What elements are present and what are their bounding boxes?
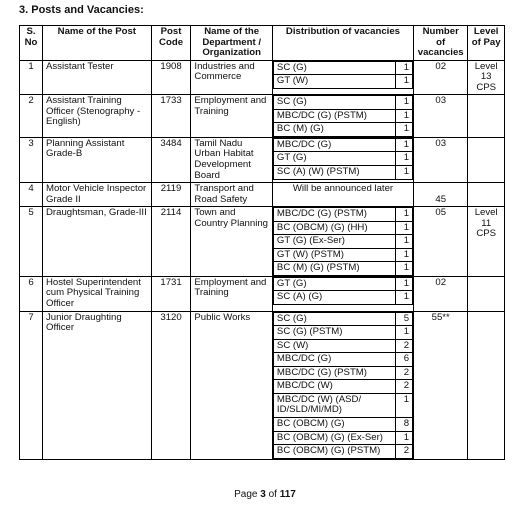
distribution-count: 1 (396, 248, 413, 262)
distribution-count: 1 (396, 262, 413, 276)
distribution-category: BC (M) (G) (273, 123, 395, 137)
distribution-item (273, 152, 412, 166)
distribution-category: SC (A) (W) (PSTM) (273, 166, 395, 180)
distribution-count: 1 (396, 208, 413, 222)
distribution-list (273, 277, 413, 305)
announcement-note: Will be announced later (292, 183, 394, 195)
table-row (20, 311, 505, 459)
distribution-item (273, 366, 412, 380)
distribution-category: GT (G) (Ex-Ser) (273, 235, 395, 249)
footer-total-pages: 117 (279, 489, 296, 500)
cell-post-code: 1733 (151, 95, 191, 138)
distribution-category: MBC/DC (W) (ASD/ ID/SLD/MI/MD) (273, 393, 395, 417)
table-header-row (20, 26, 505, 61)
cell-number-of-vacancies: 02 (414, 276, 468, 311)
cell-sno: 7 (20, 311, 43, 459)
cell-level-of-pay (468, 137, 505, 182)
cell-post-name: Draughtsman, Grade-III (42, 207, 151, 277)
distribution-item (273, 75, 412, 89)
distribution-item (273, 221, 412, 235)
distribution-item (273, 123, 412, 137)
cell-distribution (272, 183, 413, 207)
distribution-item (273, 96, 412, 110)
distribution-item (273, 291, 412, 305)
distribution-category: SC (W) (273, 339, 395, 353)
cell-level-of-pay (468, 95, 505, 138)
cell-post-code: 2114 (151, 207, 191, 277)
distribution-count: 2 (396, 380, 413, 394)
table-row (20, 276, 505, 311)
header-post: Name of the Post (42, 26, 151, 61)
cell-sno: 4 (20, 183, 43, 207)
distribution-count: 1 (396, 109, 413, 123)
distribution-item (273, 339, 412, 353)
distribution-category: GT (W) (273, 75, 395, 89)
distribution-item (273, 138, 412, 152)
distribution-item (273, 235, 412, 249)
distribution-category: MBC/DC (W) (273, 380, 395, 394)
footer-current-page: 3 (260, 489, 266, 500)
header-number: Number of vacancies (414, 26, 468, 61)
cell-distribution (272, 60, 413, 95)
section-heading: 3. Posts and Vacancies: (19, 4, 144, 16)
cell-department: Transport and Road Safety (191, 183, 273, 207)
distribution-item (273, 445, 412, 459)
distribution-category: MBC/DC (G) (PSTM) (273, 208, 395, 222)
distribution-item (273, 109, 412, 123)
distribution-count: 1 (396, 75, 413, 89)
distribution-list (273, 61, 413, 89)
cell-sno: 6 (20, 276, 43, 311)
header-sno: S. No (20, 26, 43, 61)
distribution-category: BC (OBCM) (G) (273, 417, 395, 431)
distribution-item (273, 326, 412, 340)
distribution-category: MBC/DC (G) (PSTM) (273, 366, 395, 380)
distribution-list (273, 312, 413, 459)
distribution-count: 2 (396, 339, 413, 353)
distribution-item (273, 61, 412, 75)
cell-department: Tamil Nadu Urban Habitat Development Board (191, 137, 273, 182)
distribution-item (273, 248, 412, 262)
distribution-list (273, 207, 413, 276)
distribution-item (273, 431, 412, 445)
distribution-count: 1 (396, 152, 413, 166)
distribution-category: BC (M) (G) (PSTM) (273, 262, 395, 276)
cell-level-of-pay: Level 11 CPS (468, 207, 505, 277)
cell-department: Town and Country Planning (191, 207, 273, 277)
distribution-category: MBC/DC (G) (273, 353, 395, 367)
distribution-count: 1 (396, 277, 413, 291)
distribution-item (273, 277, 412, 291)
cell-distribution (272, 207, 413, 277)
cell-post-name: Junior Draughting Officer (42, 311, 151, 459)
cell-level-of-pay (468, 276, 505, 311)
distribution-count: 2 (396, 445, 413, 459)
cell-distribution (272, 311, 413, 459)
distribution-list (273, 138, 413, 180)
distribution-count: 6 (396, 353, 413, 367)
header-code: Post Code (151, 26, 191, 61)
distribution-count: 1 (396, 326, 413, 340)
distribution-item (273, 166, 412, 180)
distribution-category: BC (OBCM) (G) (HH) (273, 221, 395, 235)
cell-level-of-pay (468, 311, 505, 459)
page-footer (0, 489, 530, 500)
distribution-category: SC (G) (PSTM) (273, 326, 395, 340)
cell-number-of-vacancies: 05 (414, 207, 468, 277)
cell-level-of-pay (468, 183, 505, 207)
cell-department: Employment and Training (191, 95, 273, 138)
distribution-category: SC (G) (273, 312, 395, 326)
distribution-item (273, 417, 412, 431)
cell-department: Employment and Training (191, 276, 273, 311)
cell-number-of-vacancies: 55** (414, 311, 468, 459)
cell-post-name: Assistant Tester (42, 60, 151, 95)
distribution-category: SC (G) (273, 61, 395, 75)
cell-department: Industries and Commerce (191, 60, 273, 95)
distribution-count: 1 (396, 123, 413, 137)
cell-post-name: Motor Vehicle Inspector Grade II (42, 183, 151, 207)
cell-sno: 2 (20, 95, 43, 138)
distribution-category: BC (OBCM) (G) (Ex-Ser) (273, 431, 395, 445)
distribution-count: 2 (396, 366, 413, 380)
table-row (20, 183, 505, 207)
footer-middle: of (265, 489, 280, 500)
cell-post-name: Planning Assistant Grade-B (42, 137, 151, 182)
cell-post-code: 2119 (151, 183, 191, 207)
distribution-list (273, 95, 413, 137)
distribution-count: 1 (396, 221, 413, 235)
cell-post-code: 3484 (151, 137, 191, 182)
distribution-category: GT (G) (273, 152, 395, 166)
table-row (20, 95, 505, 138)
cell-distribution (272, 95, 413, 138)
distribution-count: 5 (396, 312, 413, 326)
distribution-count: 1 (396, 235, 413, 249)
cell-department: Public Works (191, 311, 273, 459)
distribution-category: MBC/DC (G) (273, 138, 395, 152)
distribution-count: 1 (396, 291, 413, 305)
cell-number-of-vacancies: 03 (414, 95, 468, 138)
table-row (20, 60, 505, 95)
distribution-count: 1 (396, 431, 413, 445)
distribution-category: GT (W) (PSTM) (273, 248, 395, 262)
distribution-item (273, 262, 412, 276)
distribution-count: 1 (396, 138, 413, 152)
cell-number-of-vacancies: 02 (414, 60, 468, 95)
table-row (20, 207, 505, 277)
distribution-count: 1 (396, 393, 413, 417)
header-dept: Name of the Department / Organization (191, 26, 273, 61)
distribution-item (273, 353, 412, 367)
cell-post-code: 1731 (151, 276, 191, 311)
cell-distribution (272, 276, 413, 311)
header-level: Level of Pay (468, 26, 505, 61)
cell-post-name: Assistant Training Officer (Stenography - English) (42, 95, 151, 138)
cell-level-of-pay: Level 13 CPS (468, 60, 505, 95)
cell-post-name: Hostel Superintendent cum Physical Training Officer (42, 276, 151, 311)
distribution-count: 1 (396, 61, 413, 75)
distribution-category: MBC/DC (G) (PSTM) (273, 109, 395, 123)
cell-sno: 5 (20, 207, 43, 277)
distribution-item (273, 312, 412, 326)
distribution-item (273, 208, 412, 222)
distribution-item (273, 380, 412, 394)
cell-sno: 3 (20, 137, 43, 182)
cell-number-of-vacancies: 45 (414, 183, 468, 207)
table-row (20, 137, 505, 182)
distribution-count: 1 (396, 166, 413, 180)
header-distribution: Distribution of vacancies (272, 26, 413, 61)
distribution-category: SC (G) (273, 96, 395, 110)
cell-sno: 1 (20, 60, 43, 95)
distribution-count: 8 (396, 417, 413, 431)
cell-post-code: 3120 (151, 311, 191, 459)
distribution-category: BC (OBCM) (G) (PSTM) (273, 445, 395, 459)
cell-distribution (272, 137, 413, 182)
cell-post-code: 1908 (151, 60, 191, 95)
distribution-category: SC (A) (G) (273, 291, 395, 305)
footer-prefix: Page (234, 489, 261, 500)
distribution-item (273, 393, 412, 417)
distribution-category: GT (G) (273, 277, 395, 291)
cell-number-of-vacancies: 03 (414, 137, 468, 182)
distribution-count: 1 (396, 96, 413, 110)
posts-vacancies-table (19, 25, 505, 460)
